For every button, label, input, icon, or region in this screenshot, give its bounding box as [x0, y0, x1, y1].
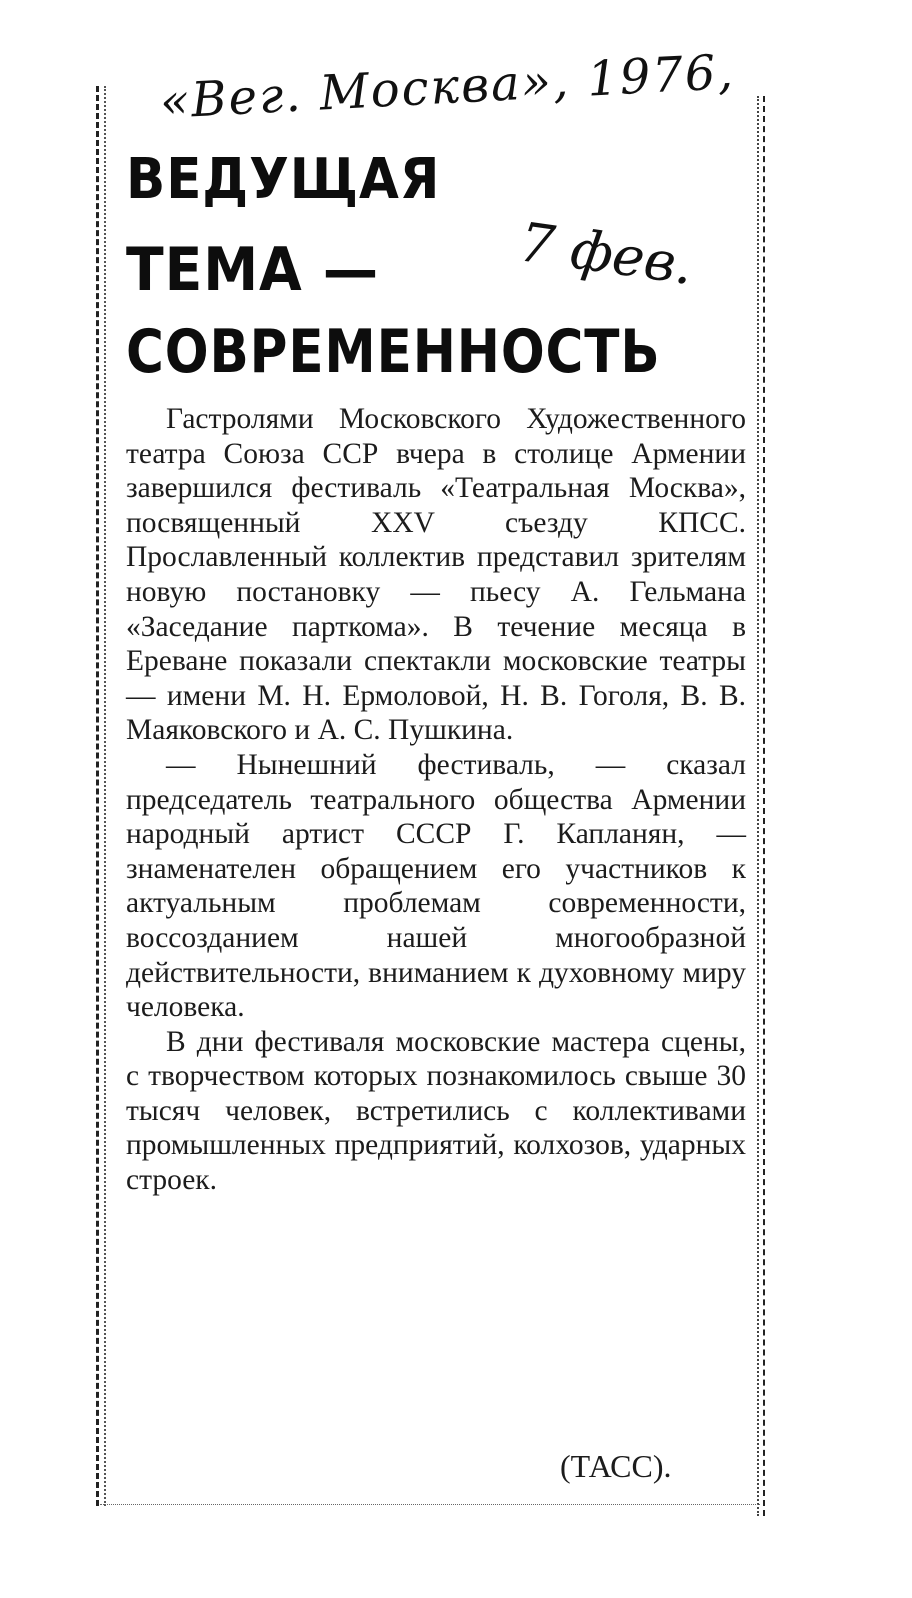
- clipping-left-border: [96, 86, 106, 1506]
- headline-line-3: СОВРЕМЕННОСТЬ: [126, 317, 661, 387]
- headline-line-2: ТЕМА —: [126, 235, 379, 305]
- handwritten-source-note: «Вег. Москва», 1976,: [158, 43, 736, 130]
- article-body: [126, 402, 746, 1198]
- headline-line-1: ВЕДУЩАЯ: [126, 147, 441, 212]
- clipping-right-border: [757, 96, 765, 1516]
- handwritten-date-note: 7 фев.: [515, 210, 698, 297]
- article-signature: (ТАСС).: [560, 1448, 672, 1484]
- article-paragraph: В дни фестиваля московские мастера сцены, с творчеством которых познакомилось свыше 30 тысяч человек, встретились с коллективами промышленных предприятий, колхозов, ударных строек.: [126, 1025, 746, 1197]
- article-paragraph: Гастролями Московского Художественного театра Союза ССР вчера в столице Армении завершился фестиваль «Театральная Москва», посвященный XXV съезду КПСС. Прославленный коллектив представил зрителям новую постановку — пьесу А. Гельмана «Заседание парткома». В течение месяца в Ереване показали спектакли московские театры — имени М. Н. Ермоловой, Н. В. Гоголя, В. В. Маяковского и А. С. Пушкина.: [126, 403, 746, 747]
- article-paragraph: — Нынешний фестиваль, — сказал председатель театрального общества Армении народный артист СССР Г. Капланян, — знаменателен обращением его участников к актуальным проблемам современности, воссозданием нашей многообразной действительности, вниманием к духовному миру человека.: [126, 748, 746, 1024]
- clipping-bottom-border: [100, 1504, 760, 1509]
